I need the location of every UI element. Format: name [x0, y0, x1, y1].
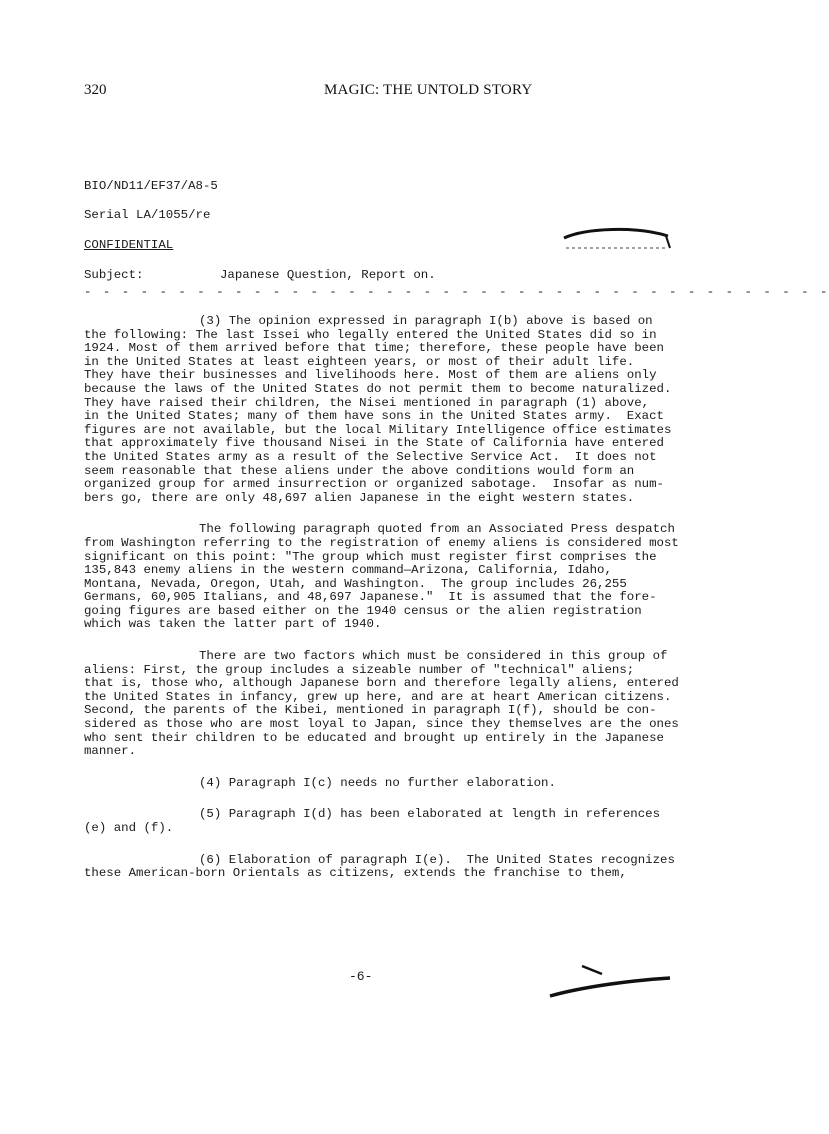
- text-line: 1924. Most of them arrived before that time; therefore, these people have been: [84, 341, 664, 356]
- text-line: that approximately five thousand Nisei in the State of California have entered: [84, 436, 664, 451]
- text-line: Germans, 60,905 Italians, and 48,697 Japanese." It is assumed that the fore-: [84, 590, 657, 605]
- text-line: the United States army as a result of the Selective Service Act. It does not: [84, 449, 657, 464]
- text-line: They have their businesses and livelihoods here. Most of them are aliens only: [84, 368, 657, 383]
- text-line: going figures are based either on the 1940 census or the alien registration: [84, 603, 642, 618]
- signature-icon: [546, 962, 676, 1002]
- text-line: the United States in infancy, grew up here, and are at heart American citizens.: [84, 689, 672, 704]
- text-line: (6) Elaboration of paragraph I(e). The United States recognizes: [199, 852, 675, 867]
- text-line: There are two factors which must be considered in this group of: [199, 649, 668, 664]
- text-line: (5) Paragraph I(d) has been elaborated at length in references: [199, 807, 661, 822]
- text-line: from Washington referring to the registration of enemy aliens is considered most: [84, 535, 679, 550]
- paragraph-3: [84, 315, 704, 505]
- text-line: (3) The opinion expressed in paragraph I(b) above is based on: [199, 314, 653, 328]
- text-line: seem reasonable that these aliens under the above conditions would form an: [84, 463, 635, 478]
- text-line: (4) Paragraph I(c) needs no further elaboration.: [199, 775, 556, 790]
- text-line: (e) and (f).: [84, 821, 174, 835]
- memo-body: [84, 315, 704, 895]
- text-line: Montana, Nevada, Oregon, Utah, and Washington. The group includes 26,255: [84, 576, 627, 591]
- stamp-swoosh-icon: [556, 226, 676, 258]
- text-line: Second, the parents of the Kibei, mentioned in paragraph I(f), should be con-: [84, 703, 657, 718]
- text-line: 135,843 enemy aliens in the western command—Arizona, California, Idaho,: [84, 563, 612, 578]
- text-line: bers go, there are only 48,697 alien Japanese in the eight western states.: [84, 490, 635, 505]
- classification-stamp: [556, 226, 676, 258]
- memo-page-marker: -6-: [349, 969, 373, 984]
- text-line: sidered as those who are most loyal to Japan, since they themselves are the ones: [84, 717, 679, 732]
- serial-number: Serial LA/1055/re: [84, 208, 211, 222]
- signature-mark: [546, 962, 676, 1002]
- book-page-number: 320: [84, 82, 107, 98]
- text-line: that is, those who, although Japanese born and therefore legally aliens, entered: [84, 676, 679, 691]
- text-line: because the laws of the United States do not permit them to become naturalized.: [84, 381, 672, 396]
- text-line: in the United States at least eighteen years, or most of their adult life.: [84, 354, 635, 369]
- separator-rule: - - - - - - - - - - - - - - - - - - - - - - - - - - - - - - - - - - - - - - - -: [84, 285, 829, 299]
- text-line: organized group for armed insurrection or organized sabotage. Insofar as num-: [84, 477, 664, 492]
- subject-text: Japanese Question, Report on.: [220, 268, 436, 282]
- text-line: significant on this point: "The group which must register first comprises the: [84, 549, 657, 564]
- classification-marking: CONFIDENTIAL: [84, 238, 174, 252]
- paragraph-5: [84, 808, 704, 835]
- running-head: [84, 82, 716, 102]
- text-line: which was taken the latter part of 1940.: [84, 617, 382, 632]
- text-line: in the United States; many of them have sons in the United States army. Exact: [84, 409, 664, 424]
- text-line: They have raised their children, the Nisei mentioned in paragraph (1) above,: [84, 395, 650, 410]
- paragraph-6: [84, 854, 704, 881]
- text-line: figures are not available, but the local Military Intelligence office estimates: [84, 422, 672, 437]
- paragraph-associated-press: [84, 523, 704, 632]
- file-reference: BIO/ND11/EF37/A8-5: [84, 179, 218, 193]
- text-line: these American-born Orientals as citizens, extends the franchise to them,: [84, 866, 627, 881]
- book-title: MAGIC: THE UNTOLD STORY: [324, 82, 533, 98]
- text-line: manner.: [84, 744, 137, 759]
- paragraph-4: [84, 777, 704, 791]
- text-line: who sent their children to be educated and brought up entirely in the Japanese: [84, 730, 664, 745]
- text-line: the following: The last Issei who legally entered the United States did so in: [84, 327, 657, 342]
- text-line: aliens: First, the group includes a sizeable number of "technical" aliens;: [84, 662, 635, 677]
- paragraph-two-factors: [84, 650, 704, 759]
- text-line: The following paragraph quoted from an Associated Press despatch: [199, 522, 675, 537]
- subject-label: Subject:: [84, 268, 144, 282]
